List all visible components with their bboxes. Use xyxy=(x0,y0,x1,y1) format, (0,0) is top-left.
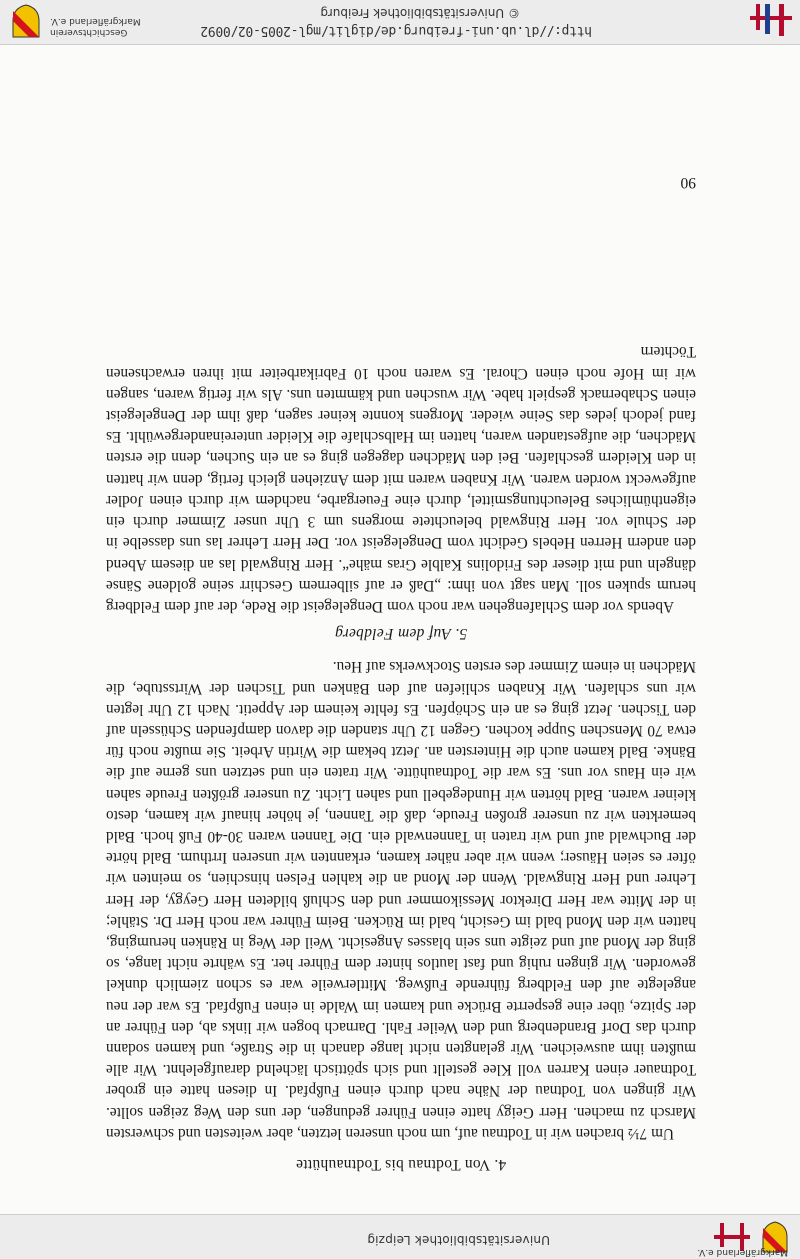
coat-of-arms-icon xyxy=(12,4,40,38)
permalink-url[interactable]: http://dl.ub.uni-freiburg.de/diglit/mgl-2005-02/0092 xyxy=(200,23,592,38)
society-label xyxy=(50,15,150,37)
society-name: Markgräflerland e.V. xyxy=(697,1247,788,1257)
document-body xyxy=(106,341,696,1175)
section-4-paragraph: Um 7½ brachen wir in Todtnau auf, um noch unseren letzten, aber weitesten und schwersten Marsch zu machen. Herr Geigy hatte einen Führer gedungen, der uns den Weg zeigen sollte. Wir gingen von Todtnau der Nähe nach durch einen Fußpfad. In diesen hatte ein grober Todtnauer einen Karren voll Klee gestellt und sich spöttisch lächelnd daraufgelehnt. Wir alle mußten ihm ausweichen. Wir gelangten nicht lange danach in die Straße, und kamen sodann durch das Dorf Brandenberg und den Weiler Fahl. Darnach bogen wir links ab, den Führer an der Spitze, über eine gesperrte Brücke und kamen im Walde in einen Fußpfad. Es war der neu angelegte auf den Feldberg führende Fußweg. Mittlerweile war es schon ziemlich dunkel geworden. Wir gingen ruhig und fast lautlos hinter dem Führer her. Es währte nicht lange, so ging der Mond auf und zeigte uns sein blasses Angesicht. Weil der Weg in Ränken herumging, hatten wir den Mond bald im Gesicht, bald im Rücken. Beim Führer war noch Herr Dr. Stähle; in der Mitte war Herr Direktor Messikommer und den Schluß bildeten Herr Geygy, der Herr Lehrer und Herr Ringwald. Wenn der Mond an die kahlen Felsen hinschien, so meinten wir öfter es seien Häuser; wenn wir aber näher kamen, erkannten wir unseren Irrthum. Bald hörte der Buchwald auf und wir traten in Tannenwald ein. Die Tannen waren 30-40 Fuß hoch. Bald bemerkten wir zu unserer großen Freude, daß die Tannen, je höher hinauf wir kamen, desto kleiner waren. Bald hörten wir Hundegebell und sahen Licht. Zu unserer größten Freude sahen wir ein Haus vor uns. Es war die Todtnauhütte. Wir traten ein und setzten uns gerne auf die Bänke. Bald kamen auch die Hintersten an. Jetzt bekam die Wirtin Arbeit. Sie mußte noch für etwa 70 Menschen Suppe kochen. Gegen 12 Uhr standen die davon dampfenden Schüsseln auf den Tischen. Jetzt ging es an ein Schöpfen. Es fehlte keinem der Appetit. Nach 12 Uhr legten wir uns schlafen. Wir Knaben schliefen auf den Bänken und Tischen der Wirtsstube, die Mädchen in einem Zimmer des ersten Stockwerks auf Heu. xyxy=(106,658,696,1142)
society-name-line-2: Markgräflerland e.V. xyxy=(50,16,141,26)
library-name: Universitätsbibliothek Leipzig xyxy=(367,1233,550,1247)
section-5-heading: 5. Auf dem Feldberg xyxy=(334,625,468,643)
viewer-header xyxy=(0,1214,800,1259)
section-5-paragraph: Abends vor dem Schlafengehen war noch vom Dengelegeist die Rede, der auf dem Feldberg herum spuken soll. Man sagt von ihm: „Daß er auf silbernem Geschirr seine goldene Sänse dängeln und mit dieser des Fridolins Kalble Gras mähe“. Herr Ringwald las an diesem Abend den andern Herren Hebels Gedicht vom Dengelegeist vor. Der Herr Lehrer las uns dasselbe in der Schule vor. Herr Ringwald beleuchtete morgens um 3 Uhr unser Zimmer durch ein eigenthümliches Beleuchtungsmittel, durch eine Feuergarbe, nachdem wir durch einen Jodler aufgeweckt worden waren. Wir Knaben waren mit dem Anziehen gleich fertig, denn wir hatten in den Kleidern geschlafen. Bei den Mädchen dagegen ging es an ein Suchen, denn die ersten Mädchen, die aufgestanden waren, hatten im Halbschlafe die Kleider untereinandergewühlt. Es fand jedoch jedes das Seine wieder. Morgens konnte keiner sagen, daß ihm der Dengelegeist einen Schabernack gespielt habe. Wir wuschen und kämmten uns. Als wir fertig waren, sangen wir im Hofe noch einen Choral. Es waren noch 10 Fabrikarbeiter mit ihren erwachsenen Töchtern xyxy=(106,343,696,615)
section-4-heading: 4. Von Todtnau bis Todtnauhütte xyxy=(295,1156,507,1173)
university-library-logo-icon xyxy=(750,4,792,36)
copyright-notice: © Universitätsbibliothek Freiburg xyxy=(320,6,520,20)
society-name-line-1: Geschichtsverein xyxy=(50,27,128,37)
viewer-footer xyxy=(0,0,800,45)
page-number: 90 xyxy=(680,174,696,191)
